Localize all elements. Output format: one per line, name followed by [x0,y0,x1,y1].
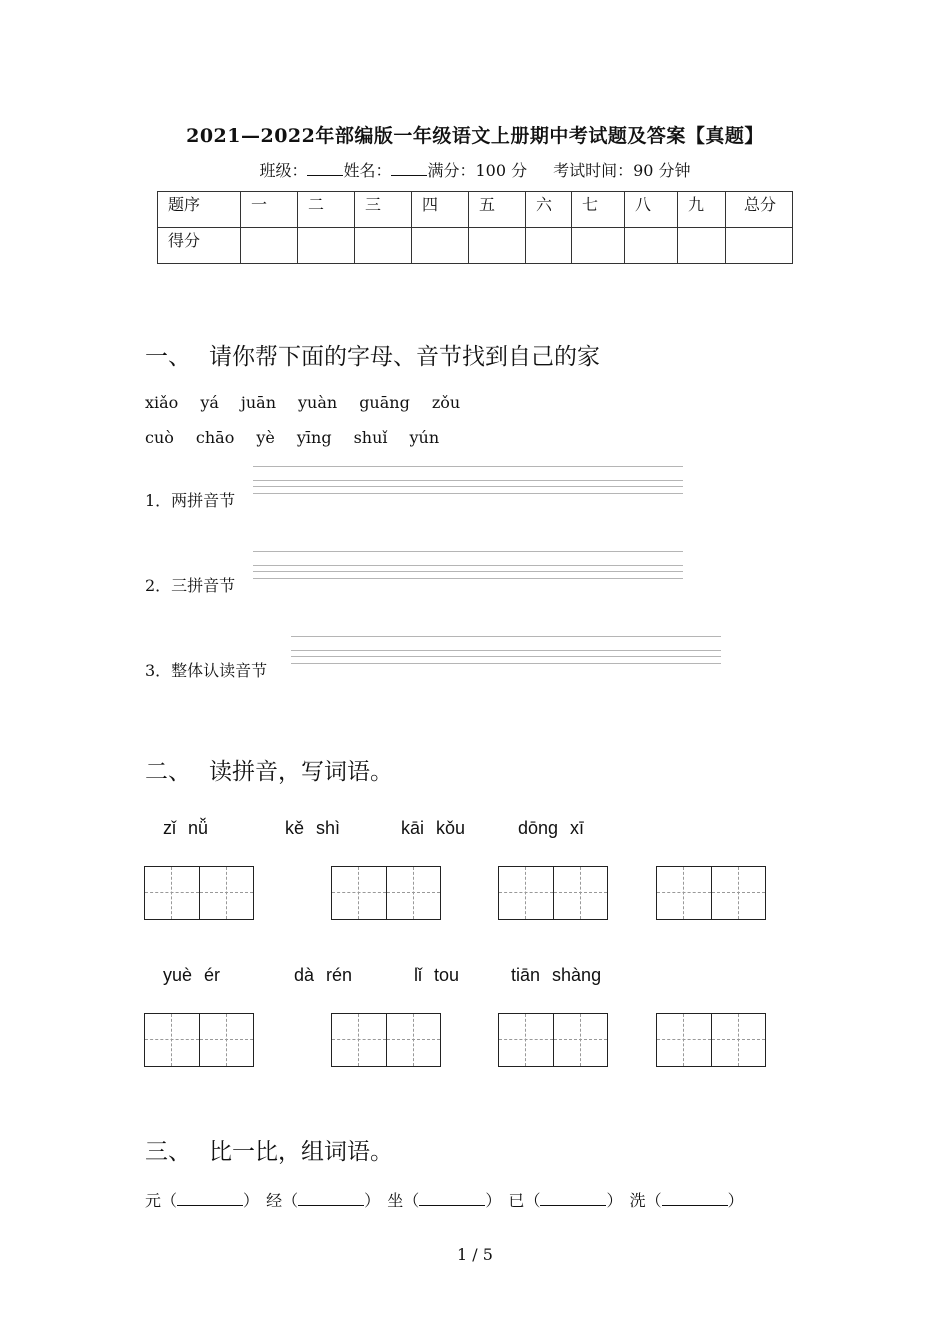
section-title: 请你帮下面的字母、音节找到自己的家 [209,344,600,370]
score-cell[interactable] [526,228,572,264]
pinyin-syllable: kāi [401,818,425,838]
pinyin-word: yuàn [298,393,338,412]
score-cell[interactable] [678,228,726,264]
writing-lines[interactable] [253,466,683,507]
pinyin-prompt [414,965,471,986]
tianzige-box[interactable] [144,1013,254,1067]
table-cell: 得分 [158,228,241,264]
pinyin-row-1 [145,393,482,412]
pinyin-word: yīng [296,428,332,447]
answer-blank[interactable] [419,1191,485,1206]
table-cell: 九 [678,192,726,228]
section-3-heading [145,1133,393,1166]
compare-row: 元（ ） 经（ ） 坐（ ） 已（ ） 洗（ ） [145,1191,744,1210]
section-1-heading [145,338,600,371]
score-table-header-row [158,192,793,228]
pinyin-word: yá [200,393,219,412]
table-cell: 题序 [158,192,241,228]
table-cell: 总分 [726,192,793,228]
score-cell[interactable] [241,228,298,264]
question-label: 3．整体认读音节 [145,661,268,680]
pinyin-syllable: zǐ [163,818,176,838]
section-number: 二、 [145,759,191,785]
score-cell[interactable] [469,228,526,264]
pinyin-word: xiǎo [145,393,179,412]
pinyin-prompt [518,818,596,839]
table-cell: 四 [412,192,469,228]
pinyin-prompt [294,965,364,986]
pinyin-syllable: ér [204,965,221,985]
score-table [157,191,793,264]
name-label: 姓名： [343,161,392,180]
pinyin-word: juān [240,393,276,412]
pinyin-word: guāng [359,393,410,412]
pinyin-syllable: tou [434,965,460,985]
score-cell[interactable] [625,228,678,264]
pinyin-prompt [163,818,220,839]
compare-char: 已 [508,1191,525,1210]
question-label: 2．三拼音节 [145,576,236,595]
section-number: 一、 [145,344,191,370]
pinyin-syllable: dà [294,965,315,985]
pinyin-syllable: yuè [163,965,193,985]
compare-char: 元 [145,1191,162,1210]
answer-blank[interactable] [298,1191,364,1206]
class-blank[interactable] [307,161,343,176]
answer-blank[interactable] [540,1191,606,1206]
pinyin-prompt [401,818,477,839]
question-label: 1．两拼音节 [145,491,236,510]
pinyin-syllable: kǒu [436,818,466,838]
pinyin-prompt [285,818,352,839]
score-cell[interactable] [572,228,625,264]
pinyin-syllable: xī [570,818,585,838]
page-title: 2021—2022年部编版一年级语文上册期中考试题及答案【真题】 [186,125,764,147]
score-cell[interactable] [412,228,469,264]
tianzige-box[interactable] [656,1013,766,1067]
pinyin-syllable: tiān [511,965,541,985]
table-cell: 一 [241,192,298,228]
section-number: 三、 [145,1139,191,1165]
pinyin-syllable: shì [316,818,341,838]
pinyin-syllable: kě [285,818,305,838]
pinyin-syllable: dōng [518,818,559,838]
answer-blank[interactable] [177,1191,243,1206]
tianzige-box[interactable] [144,866,254,920]
writing-lines[interactable] [291,636,721,677]
section-2-heading [145,753,393,786]
answer-blank[interactable] [662,1191,728,1206]
tianzige-box[interactable] [498,1013,608,1067]
score-cell[interactable] [298,228,355,264]
score-table-score-row [158,228,793,264]
pinyin-prompt [163,965,232,986]
table-cell: 三 [355,192,412,228]
section-title: 比一比，组词语。 [209,1139,393,1165]
exam-time: 考试时间：90 分钟 [553,161,691,180]
name-blank[interactable] [391,161,427,176]
tianzige-box[interactable] [331,866,441,920]
pinyin-word: chāo [195,428,235,447]
writing-lines[interactable] [253,551,683,592]
table-cell: 五 [469,192,526,228]
pinyin-syllable: shàng [552,965,602,985]
pinyin-word: yè [256,428,275,447]
table-cell: 八 [625,192,678,228]
table-cell: 七 [572,192,625,228]
score-cell[interactable] [355,228,412,264]
tianzige-box[interactable] [498,866,608,920]
table-cell: 二 [298,192,355,228]
pinyin-word: zǒu [431,393,461,412]
compare-char: 经 [266,1191,283,1210]
class-label: 班级： [259,161,308,180]
compare-char: 洗 [629,1191,646,1210]
pinyin-syllable: rén [326,965,353,985]
pinyin-syllable: lǐ [414,965,422,985]
pinyin-word: yún [409,428,440,447]
pinyin-word: shuǐ [353,428,388,447]
section-title: 读拼音，写词语。 [209,759,393,785]
tianzige-box[interactable] [331,1013,441,1067]
page-number: 1 / 5 [457,1245,493,1264]
pinyin-row-2 [145,428,461,447]
exam-info-line [0,158,950,181]
pinyin-word: cuò [145,428,174,447]
tianzige-box[interactable] [656,866,766,920]
score-cell[interactable] [726,228,793,264]
compare-char: 坐 [387,1191,404,1210]
pinyin-syllable: nǚ [188,818,209,838]
table-cell: 六 [526,192,572,228]
pinyin-prompt [511,965,613,986]
full-score: 满分：100 分 [427,161,528,180]
